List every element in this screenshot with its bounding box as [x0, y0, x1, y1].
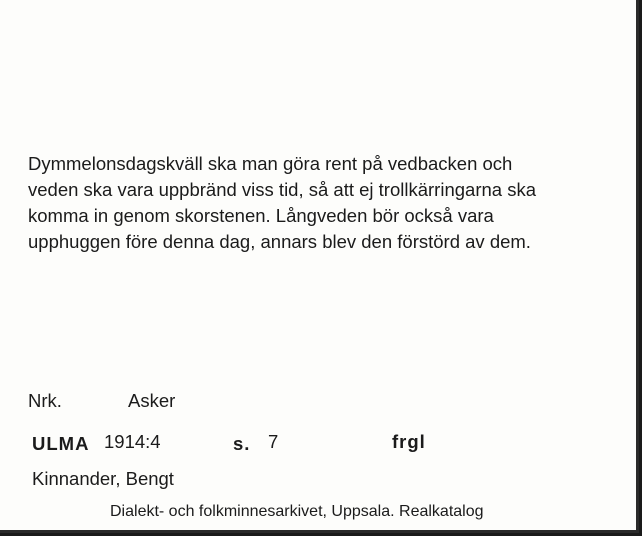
body-line: komma in genom skorstenen. Långveden bör också vara	[28, 205, 494, 226]
page-label: s.	[233, 433, 251, 454]
record-number: 1914:4	[104, 431, 161, 452]
place-name: Asker	[128, 390, 176, 411]
nrk-label: Nrk.	[28, 390, 62, 411]
body-line: upphuggen före denna dag, annars blev den förstörd av dem.	[28, 231, 531, 252]
page-number: 7	[268, 431, 279, 452]
category-code: frgl	[392, 431, 426, 452]
archive-footer: Dialekt- och folkminnesarkivet, Uppsala. Realkatalog	[110, 503, 484, 520]
collector-name: Kinnander, Bengt	[32, 468, 174, 489]
body-line: Dymmelonsdagskväll ska man göra rent på vedbacken och	[28, 153, 513, 174]
archive-code: ULMA	[32, 433, 90, 454]
card-body-text	[28, 151, 618, 255]
body-line: veden ska vara uppbränd viss tid, så att ej trollkärringarna ska	[28, 179, 536, 200]
